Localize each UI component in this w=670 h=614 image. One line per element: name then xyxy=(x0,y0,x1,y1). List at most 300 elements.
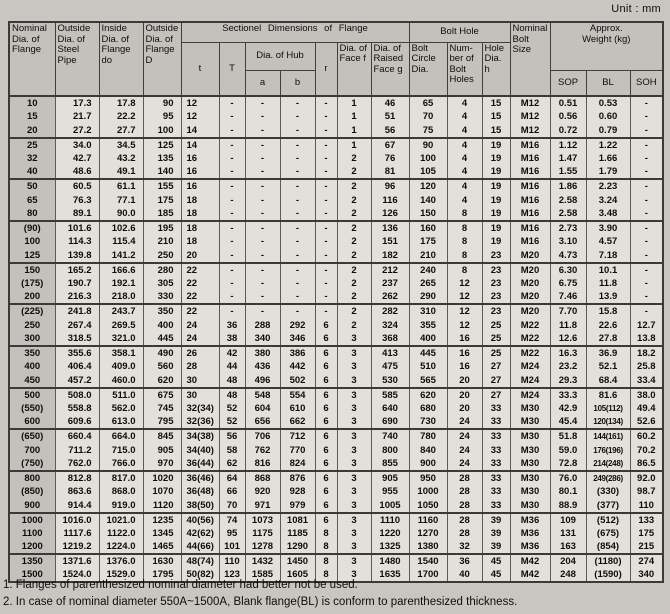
hole-dia-cell: 25 xyxy=(482,346,510,360)
face-f-cell: 2 xyxy=(337,277,371,291)
unit-label: Unit : mm xyxy=(611,3,661,15)
od-pipe-cell: 1117.6 xyxy=(55,527,99,541)
table-row xyxy=(9,179,663,193)
num-holes-cell: 32 xyxy=(447,540,482,554)
t-cell: 18 xyxy=(181,193,219,207)
od-flange-cell: 185 xyxy=(143,207,181,221)
row-group xyxy=(9,221,663,263)
header-r: r xyxy=(315,42,337,96)
hub-b-cell: 610 xyxy=(280,402,315,416)
row-group xyxy=(9,263,663,305)
bolt-circle-cell: 265 xyxy=(409,277,447,291)
num-holes-cell: 12 xyxy=(447,277,482,291)
raised-g-cell: 905 xyxy=(371,471,409,485)
table-row xyxy=(9,443,663,457)
hub-a-cell: 971 xyxy=(245,499,280,513)
weight-bl-cell: 3.90 xyxy=(586,221,630,235)
nominal-cell: 80 xyxy=(9,207,55,221)
hub-a-cell: 868 xyxy=(245,471,280,485)
bolt-size-cell: M22 xyxy=(510,346,550,360)
raised-g-cell: 126 xyxy=(371,207,409,221)
nominal-cell: 65 xyxy=(9,193,55,207)
r-cell: 6 xyxy=(315,429,337,443)
t-cap-cell: - xyxy=(219,277,245,291)
face-f-cell: 3 xyxy=(337,374,371,388)
weight-sop-cell: 163 xyxy=(550,540,586,554)
hub-b-cell: - xyxy=(280,152,315,166)
hub-a-cell: 288 xyxy=(245,318,280,332)
bolt-size-cell: M12 xyxy=(510,110,550,124)
id-flange-cell: 1529.0 xyxy=(99,568,143,582)
bolt-circle-cell: 175 xyxy=(409,235,447,249)
od-flange-cell: 675 xyxy=(143,388,181,402)
table-row xyxy=(9,96,663,110)
weight-sop-cell: 51.8 xyxy=(550,429,586,443)
hub-a-cell: 1073 xyxy=(245,513,280,527)
hub-b-cell: - xyxy=(280,96,315,110)
table-row xyxy=(9,346,663,360)
hole-dia-cell: 19 xyxy=(482,235,510,249)
id-flange-cell: 562.0 xyxy=(99,402,143,416)
t-cap-cell: - xyxy=(219,263,245,277)
id-flange-cell: 43.2 xyxy=(99,152,143,166)
num-holes-cell: 28 xyxy=(447,513,482,527)
od-flange-cell: 620 xyxy=(143,374,181,388)
num-holes-cell: 20 xyxy=(447,374,482,388)
hub-a-cell: 920 xyxy=(245,485,280,499)
weight-sop-cell: 1.55 xyxy=(550,165,586,179)
bolt-size-cell: M16 xyxy=(510,152,550,166)
weight-soh-cell: - xyxy=(630,304,663,318)
nominal-cell: 800 xyxy=(9,471,55,485)
row-group xyxy=(9,179,663,221)
weight-sop-cell: 6.30 xyxy=(550,263,586,277)
table-row xyxy=(9,540,663,554)
t-cell: 42(62) xyxy=(181,527,219,541)
hub-b-cell: 824 xyxy=(280,457,315,471)
num-holes-cell: 28 xyxy=(447,499,482,513)
raised-g-cell: 324 xyxy=(371,318,409,332)
hole-dia-cell: 19 xyxy=(482,207,510,221)
row-group xyxy=(9,471,663,513)
r-cell: - xyxy=(315,221,337,235)
od-pipe-cell: 355.6 xyxy=(55,346,99,360)
od-flange-cell: 905 xyxy=(143,443,181,457)
weight-sop-cell: 88.9 xyxy=(550,499,586,513)
hub-a-cell: 706 xyxy=(245,429,280,443)
num-holes-cell: 16 xyxy=(447,332,482,346)
raised-g-cell: 1635 xyxy=(371,568,409,582)
hole-dia-cell: 19 xyxy=(482,179,510,193)
t-cell: 20 xyxy=(181,249,219,263)
num-holes-cell: 40 xyxy=(447,568,482,582)
hole-dia-cell: 27 xyxy=(482,360,510,374)
t-cell: 14 xyxy=(181,138,219,152)
hub-a-cell: - xyxy=(245,290,280,304)
weight-soh-cell: - xyxy=(630,277,663,291)
od-pipe-cell: 17.3 xyxy=(55,96,99,110)
raised-g-cell: 76 xyxy=(371,152,409,166)
weight-bl-cell: 22.6 xyxy=(586,318,630,332)
row-group xyxy=(9,513,663,555)
hole-dia-cell: 27 xyxy=(482,374,510,388)
bolt-circle-cell: 160 xyxy=(409,221,447,235)
bolt-size-cell: M36 xyxy=(510,513,550,527)
weight-sop-cell: 45.4 xyxy=(550,415,586,429)
id-flange-cell: 218.0 xyxy=(99,290,143,304)
face-f-cell: 3 xyxy=(337,471,371,485)
weight-bl-cell: 15.8 xyxy=(586,304,630,318)
weight-soh-cell: 340 xyxy=(630,568,663,582)
weight-soh-cell: 25.8 xyxy=(630,360,663,374)
r-cell: - xyxy=(315,304,337,318)
table-row xyxy=(9,277,663,291)
t-cap-cell: 56 xyxy=(219,429,245,443)
t-cap-cell: 74 xyxy=(219,513,245,527)
nominal-cell: 450 xyxy=(9,374,55,388)
bolt-circle-cell: 240 xyxy=(409,263,447,277)
face-f-cell: 2 xyxy=(337,249,371,263)
od-flange-cell: 90 xyxy=(143,96,181,110)
face-f-cell: 3 xyxy=(337,443,371,457)
weight-soh-cell: 38.0 xyxy=(630,388,663,402)
t-cap-cell: - xyxy=(219,249,245,263)
id-flange-cell: 49.1 xyxy=(99,165,143,179)
raised-g-cell: 151 xyxy=(371,235,409,249)
raised-g-cell: 855 xyxy=(371,457,409,471)
t-cap-cell: 64 xyxy=(219,471,245,485)
od-flange-cell: 280 xyxy=(143,263,181,277)
hub-a-cell: - xyxy=(245,96,280,110)
hub-b-cell: 662 xyxy=(280,415,315,429)
weight-soh-cell: 60.2 xyxy=(630,429,663,443)
table-row xyxy=(9,193,663,207)
hub-b-cell: - xyxy=(280,124,315,138)
t-cap-cell: - xyxy=(219,235,245,249)
header-inside-dia-flange: Inside Dia. of Flange do xyxy=(99,22,143,96)
raised-g-cell: 212 xyxy=(371,263,409,277)
bolt-size-cell: M16 xyxy=(510,138,550,152)
od-pipe-cell: 558.8 xyxy=(55,402,99,416)
hole-dia-cell: 15 xyxy=(482,124,510,138)
weight-sop-cell: 2.58 xyxy=(550,193,586,207)
weight-soh-cell: 33.4 xyxy=(630,374,663,388)
weight-soh-cell: - xyxy=(630,110,663,124)
weight-sop-cell: 1.12 xyxy=(550,138,586,152)
hole-dia-cell: 33 xyxy=(482,443,510,457)
r-cell: 8 xyxy=(315,554,337,568)
t-cell: 36(48) xyxy=(181,485,219,499)
od-pipe-cell: 165.2 xyxy=(55,263,99,277)
num-holes-cell: 20 xyxy=(447,388,482,402)
raised-g-cell: 51 xyxy=(371,110,409,124)
weight-bl-cell: 13.9 xyxy=(586,290,630,304)
hub-b-cell: - xyxy=(280,138,315,152)
num-holes-cell: 8 xyxy=(447,263,482,277)
t-cell: 38(50) xyxy=(181,499,219,513)
hole-dia-cell: 25 xyxy=(482,318,510,332)
hub-a-cell: 496 xyxy=(245,374,280,388)
table-row xyxy=(9,402,663,416)
od-pipe-cell: 812.8 xyxy=(55,471,99,485)
weight-soh-cell: - xyxy=(630,221,663,235)
bolt-circle-cell: 1700 xyxy=(409,568,447,582)
nominal-cell: (550) xyxy=(9,402,55,416)
row-group xyxy=(9,388,663,430)
weight-sop-cell: 131 xyxy=(550,527,586,541)
hub-b-cell: - xyxy=(280,249,315,263)
weight-bl-cell: 11.8 xyxy=(586,277,630,291)
hub-b-cell: 386 xyxy=(280,346,315,360)
id-flange-cell: 102.6 xyxy=(99,221,143,235)
weight-sop-cell: 2.73 xyxy=(550,221,586,235)
t-cell: 30 xyxy=(181,374,219,388)
r-cell: - xyxy=(315,165,337,179)
weight-bl-cell: 120(134) xyxy=(586,415,630,429)
raised-g-cell: 262 xyxy=(371,290,409,304)
weight-sop-cell: 0.72 xyxy=(550,124,586,138)
table-header xyxy=(9,22,663,96)
table-row xyxy=(9,513,663,527)
weight-soh-cell: - xyxy=(630,207,663,221)
weight-bl-cell: (854) xyxy=(586,540,630,554)
raised-g-cell: 530 xyxy=(371,374,409,388)
hub-b-cell: 442 xyxy=(280,360,315,374)
r-cell: - xyxy=(315,235,337,249)
bolt-size-cell: M30 xyxy=(510,499,550,513)
face-f-cell: 1 xyxy=(337,124,371,138)
t-cap-cell: 95 xyxy=(219,527,245,541)
bolt-circle-cell: 780 xyxy=(409,429,447,443)
od-pipe-cell: 190.7 xyxy=(55,277,99,291)
header-weight-sop: SOP xyxy=(550,70,586,96)
face-f-cell: 2 xyxy=(337,263,371,277)
num-holes-cell: 4 xyxy=(447,165,482,179)
t-cap-cell: - xyxy=(219,304,245,318)
hole-dia-cell: 33 xyxy=(482,402,510,416)
nominal-cell: 1000 xyxy=(9,513,55,527)
r-cell: - xyxy=(315,193,337,207)
od-pipe-cell: 89.1 xyxy=(55,207,99,221)
od-pipe-cell: 101.6 xyxy=(55,221,99,235)
weight-soh-cell: 215 xyxy=(630,540,663,554)
nominal-cell: 350 xyxy=(9,346,55,360)
raised-g-cell: 182 xyxy=(371,249,409,263)
hub-a-cell: - xyxy=(245,263,280,277)
raised-g-cell: 955 xyxy=(371,485,409,499)
od-flange-cell: 970 xyxy=(143,457,181,471)
bolt-circle-cell: 950 xyxy=(409,471,447,485)
weight-soh-cell: - xyxy=(630,235,663,249)
header-bolt-hole: Bolt Hole xyxy=(409,22,510,42)
t-cap-cell: - xyxy=(219,207,245,221)
weight-soh-cell: 98.7 xyxy=(630,485,663,499)
table-row xyxy=(9,360,663,374)
hub-a-cell: - xyxy=(245,207,280,221)
nominal-cell: 50 xyxy=(9,179,55,193)
table-row xyxy=(9,554,663,568)
weight-bl-cell: 3.24 xyxy=(586,193,630,207)
od-flange-cell: 100 xyxy=(143,124,181,138)
nominal-cell: 900 xyxy=(9,499,55,513)
weight-bl-cell: 0.60 xyxy=(586,110,630,124)
t-cap-cell: 58 xyxy=(219,443,245,457)
hole-dia-cell: 23 xyxy=(482,277,510,291)
weight-sop-cell: 11.8 xyxy=(550,318,586,332)
face-f-cell: 3 xyxy=(337,513,371,527)
num-holes-cell: 8 xyxy=(447,207,482,221)
table-row xyxy=(9,318,663,332)
row-group xyxy=(9,346,663,388)
id-flange-cell: 90.0 xyxy=(99,207,143,221)
weight-sop-cell: 204 xyxy=(550,554,586,568)
num-holes-cell: 20 xyxy=(447,402,482,416)
weight-sop-cell: 29.3 xyxy=(550,374,586,388)
t-cell: 36(46) xyxy=(181,471,219,485)
num-holes-cell: 28 xyxy=(447,485,482,499)
id-flange-cell: 1122.0 xyxy=(99,527,143,541)
header-dia-of-hub: Dia. of Hub xyxy=(245,42,315,70)
r-cell: - xyxy=(315,96,337,110)
table-row xyxy=(9,152,663,166)
id-flange-cell: 115.4 xyxy=(99,235,143,249)
raised-g-cell: 96 xyxy=(371,179,409,193)
id-flange-cell: 460.0 xyxy=(99,374,143,388)
face-f-cell: 3 xyxy=(337,554,371,568)
r-cell: 6 xyxy=(315,457,337,471)
r-cell: 6 xyxy=(315,360,337,374)
weight-sop-cell: 16.3 xyxy=(550,346,586,360)
weight-bl-cell: 52.1 xyxy=(586,360,630,374)
weight-bl-cell: 214(248) xyxy=(586,457,630,471)
t-cap-cell: - xyxy=(219,152,245,166)
header-weight-bl: BL xyxy=(586,70,630,96)
table-row xyxy=(9,374,663,388)
weight-bl-cell: 0.79 xyxy=(586,124,630,138)
header-hub-b: b xyxy=(280,70,315,96)
hole-dia-cell: 23 xyxy=(482,304,510,318)
hub-b-cell: - xyxy=(280,263,315,277)
hub-a-cell: - xyxy=(245,110,280,124)
weight-sop-cell: 248 xyxy=(550,568,586,582)
id-flange-cell: 919.0 xyxy=(99,499,143,513)
num-holes-cell: 12 xyxy=(447,304,482,318)
hub-b-cell: 770 xyxy=(280,443,315,457)
header-number-of-bolt-holes: Num-ber of Bolt Holes xyxy=(447,42,482,96)
hole-dia-cell: 33 xyxy=(482,485,510,499)
hub-b-cell: - xyxy=(280,277,315,291)
face-f-cell: 2 xyxy=(337,318,371,332)
t-cap-cell: - xyxy=(219,124,245,138)
nominal-cell: 40 xyxy=(9,165,55,179)
weight-bl-cell: 81.6 xyxy=(586,388,630,402)
raised-g-cell: 282 xyxy=(371,304,409,318)
weight-bl-cell: 176(196) xyxy=(586,443,630,457)
od-pipe-cell: 914.4 xyxy=(55,499,99,513)
id-flange-cell: 17.8 xyxy=(99,96,143,110)
raised-g-cell: 690 xyxy=(371,415,409,429)
weight-sop-cell: 33.3 xyxy=(550,388,586,402)
header-hub-a: a xyxy=(245,70,280,96)
weight-bl-cell: (512) xyxy=(586,513,630,527)
hole-dia-cell: 19 xyxy=(482,138,510,152)
hole-dia-cell: 39 xyxy=(482,527,510,541)
header-dia-of-raised-face: Dia. of Raised Face g xyxy=(371,42,409,96)
od-flange-cell: 140 xyxy=(143,165,181,179)
hole-dia-cell: 15 xyxy=(482,96,510,110)
hub-b-cell: - xyxy=(280,235,315,249)
t-cell: 22 xyxy=(181,290,219,304)
num-holes-cell: 16 xyxy=(447,360,482,374)
t-cell: 34(38) xyxy=(181,429,219,443)
weight-sop-cell: 7.46 xyxy=(550,290,586,304)
weight-sop-cell: 42.9 xyxy=(550,402,586,416)
nominal-cell: 600 xyxy=(9,415,55,429)
bolt-circle-cell: 310 xyxy=(409,304,447,318)
bolt-size-cell: M20 xyxy=(510,290,550,304)
od-pipe-cell: 216.3 xyxy=(55,290,99,304)
raised-g-cell: 640 xyxy=(371,402,409,416)
weight-soh-cell: - xyxy=(630,263,663,277)
r-cell: 6 xyxy=(315,443,337,457)
od-flange-cell: 155 xyxy=(143,179,181,193)
bolt-size-cell: M36 xyxy=(510,527,550,541)
t-cap-cell: 52 xyxy=(219,402,245,416)
nominal-cell: 400 xyxy=(9,360,55,374)
hub-b-cell: - xyxy=(280,165,315,179)
weight-soh-cell: 110 xyxy=(630,499,663,513)
hub-a-cell: - xyxy=(245,304,280,318)
bolt-size-cell: M30 xyxy=(510,471,550,485)
r-cell: - xyxy=(315,207,337,221)
od-flange-cell: 560 xyxy=(143,360,181,374)
id-flange-cell: 22.2 xyxy=(99,110,143,124)
raised-g-cell: 116 xyxy=(371,193,409,207)
t-cap-cell: - xyxy=(219,138,245,152)
t-cap-cell: 101 xyxy=(219,540,245,554)
hub-b-cell: - xyxy=(280,290,315,304)
table-row xyxy=(9,249,663,263)
r-cell: 8 xyxy=(315,540,337,554)
hole-dia-cell: 23 xyxy=(482,263,510,277)
od-flange-cell: 95 xyxy=(143,110,181,124)
raised-g-cell: 1480 xyxy=(371,554,409,568)
face-f-cell: 3 xyxy=(337,388,371,402)
bolt-size-cell: M16 xyxy=(510,221,550,235)
od-flange-cell: 1020 xyxy=(143,471,181,485)
hub-b-cell: 876 xyxy=(280,471,315,485)
header-nominal-bolt-size: Nominal Bolt Size xyxy=(510,22,550,96)
t-cell: 16 xyxy=(181,165,219,179)
bolt-circle-cell: 1270 xyxy=(409,527,447,541)
nominal-cell: (750) xyxy=(9,457,55,471)
nominal-cell: (90) xyxy=(9,221,55,235)
hole-dia-cell: 45 xyxy=(482,554,510,568)
id-flange-cell: 321.0 xyxy=(99,332,143,346)
face-f-cell: 3 xyxy=(337,415,371,429)
footnote-2: 2. In case of nominal diameter 550A~1500A, Blank flange(BL) is conform to parenthesized thickness. xyxy=(3,596,518,608)
hole-dia-cell: 25 xyxy=(482,332,510,346)
od-flange-cell: 445 xyxy=(143,332,181,346)
t-cell: 16 xyxy=(181,152,219,166)
t-cap-cell: - xyxy=(219,193,245,207)
od-pipe-cell: 241.8 xyxy=(55,304,99,318)
hub-a-cell: 816 xyxy=(245,457,280,471)
weight-bl-cell: 1.22 xyxy=(586,138,630,152)
nominal-cell: 1100 xyxy=(9,527,55,541)
hole-dia-cell: 33 xyxy=(482,415,510,429)
od-pipe-cell: 863.6 xyxy=(55,485,99,499)
